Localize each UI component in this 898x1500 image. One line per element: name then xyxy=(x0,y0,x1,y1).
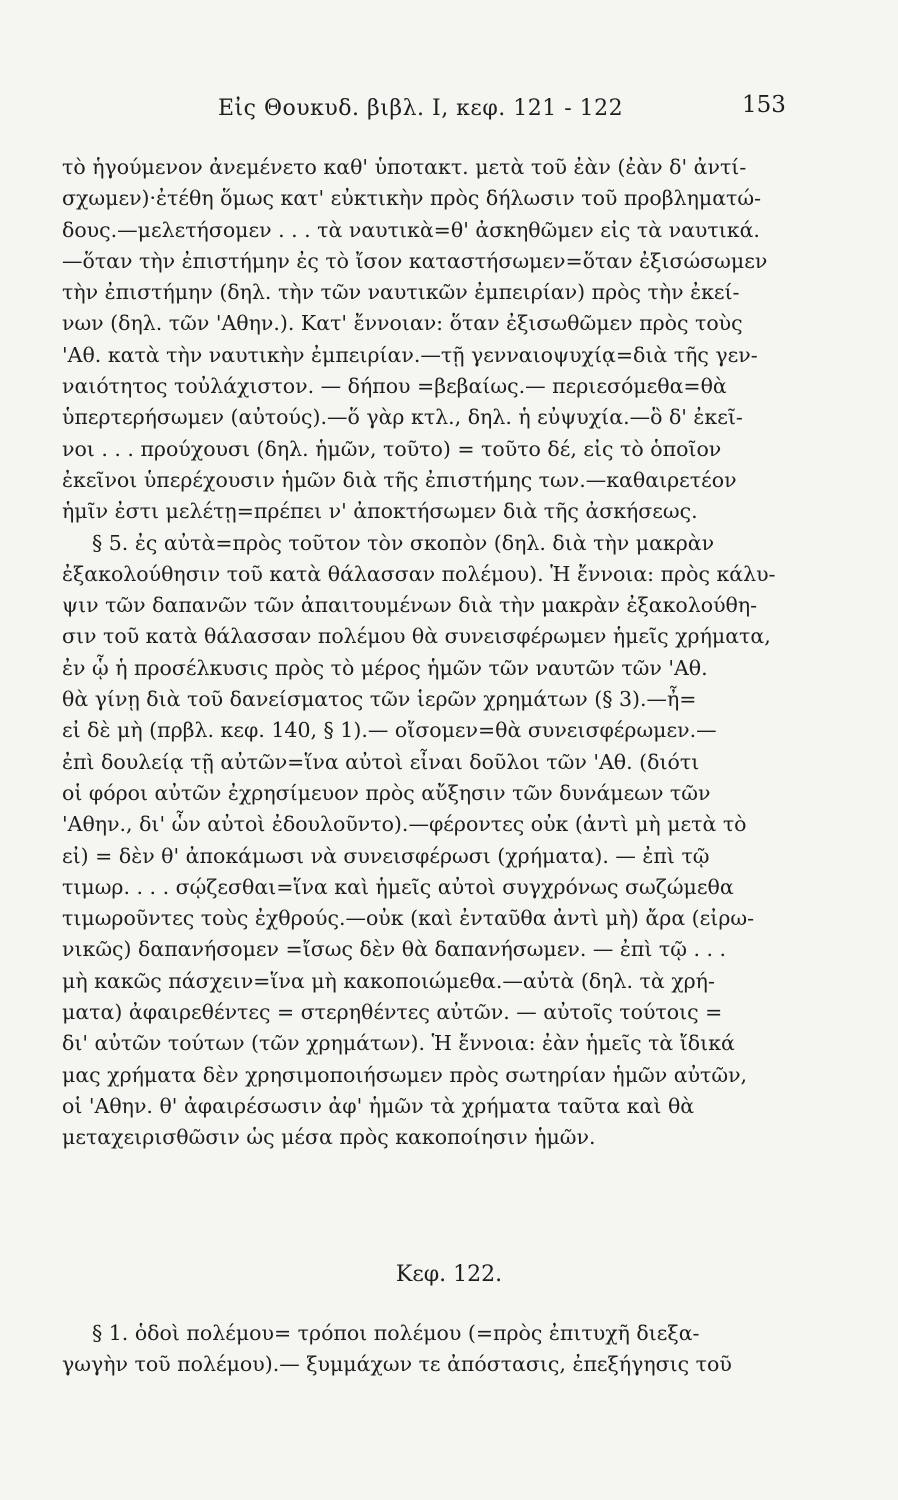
text-line: γωγὴν τοῦ πολέμου).— ξυμμάχων τε ἀπόστασις, ἐπεξήγησις τοῦ xyxy=(62,1352,732,1377)
text-line: 'Αθην., δι' ὧν αὐτοὶ ἐδουλοῦντο).—φέροντες οὐκ (ἀντὶ μὴ μετὰ τὸ xyxy=(62,812,747,837)
commentary-text xyxy=(62,152,822,1154)
page-number: 153 xyxy=(742,92,786,118)
text-line: δους.—μελετήσομεν . . . τὰ ναυτικὰ=θ' ἀσκηθῶμεν εἰς τὰ ναυτικά. xyxy=(62,217,760,242)
text-line: νοι . . . προύχουσι (δηλ. ἡμῶν, τοῦτο) = τοῦτο δέ, εἰς τὸ ὁποῖον xyxy=(62,436,722,461)
text-line: τὸ ἡγούμενον ἀνεμένετο καθ' ὑποτακτ. μετὰ τοῦ ἐὰν (ἐὰν δ' ἀντί- xyxy=(62,155,747,179)
chapter-text xyxy=(62,1318,822,1381)
text-line: τιμωρ. . . . σῴζεσθαι=ἵνα καὶ ἡμεῖς αὐτοὶ συγχρόνως σωζώμεθα xyxy=(62,874,734,899)
text-line: —ὅταν τὴν ἐπιστήμην ἐς τὸ ἴσον καταστήσωμεν=ὅταν ἐξισώσωμεν xyxy=(62,248,768,273)
chapter-heading: Κεφ. 122. xyxy=(395,1262,503,1287)
text-line: § 5. ἐς αὐτὰ=πρὸς τοῦτον τὸν σκοπὸν (δηλ. διὰ τὴν μακρὰν xyxy=(92,530,715,555)
text-line: ναιότητος τοὐλάχιστον. — δήπου =βεβαίως.— περιεσόμεθα=θὰ xyxy=(62,374,727,399)
text-line: θὰ γίνῃ διὰ τοῦ δανείσματος τῶν ἱερῶν χρημάτων (§ 3).—ἦ= xyxy=(62,687,697,712)
text-line: μὴ κακῶς πάσχειν=ἵνα μὴ κακοποιώμεθα.—αὐτὰ (δηλ. τὰ χρή- xyxy=(62,968,715,993)
text-line: οἱ 'Αθην. θ' ἀφαιρέσωσιν ἀφ' ἡμῶν τὰ χρήματα ταῦτα καὶ θὰ xyxy=(62,1093,695,1118)
text-line: 'Αθ. κατὰ τὴν ναυτικὴν ἐμπειρίαν.—τῇ γενναιοψυχίᾳ=διὰ τῆς γεν- xyxy=(62,342,758,367)
text-line: § 1. ὁδοὶ πολέμου= τρόποι πολέμου (=πρὸς ἐπιτυχῆ διεξα- xyxy=(92,1321,700,1345)
text-line: μας χρήματα δὲν χρησιμοποιήσωμεν πρὸς σωτηρίαν ἡμῶν αὐτῶν, xyxy=(62,1062,748,1087)
text-line: ὑπερτερήσωμεν (αὐτούς).—ὅ γὰρ κτλ., δηλ. ἡ εὐψυχία.—ὃ δ' ἐκεῖ- xyxy=(62,405,743,430)
text-line: οἱ φόροι αὐτῶν ἐχρησίμευον πρὸς αὔξησιν τῶν δυνάμεων τῶν xyxy=(62,780,711,805)
text-line: ἐκεῖνοι ὑπερέχουσιν ἡμῶν διὰ τῆς ἐπιστήμης των.—καθαιρετέον xyxy=(62,467,737,492)
text-line: δι' αὐτῶν τούτων (τῶν χρημάτων). Ἡ ἔννοια: ἐὰν ἡμεῖς τὰ ἴδικά xyxy=(62,1031,735,1056)
text-line: τιμωροῦντες τοὺς ἐχθρούς.—οὐκ (καὶ ἐνταῦθα ἀντὶ μὴ) ἄρα (εἰρω- xyxy=(62,906,755,931)
text-line: ἐξακολούθησιν τοῦ κατὰ θάλασσαν πολέμου). Ἡ ἔννοια: πρὸς κάλυ- xyxy=(62,561,776,586)
running-title: Εἰς Θουκυδ. βιβλ. Ι, κεφ. 121 - 122 xyxy=(218,96,624,121)
text-line: εἰ) = δὲν θ' ἀποκάμωσι νὰ συνεισφέρωσι (χρήματα). — ἐπὶ τῷ xyxy=(62,843,710,868)
text-line: μεταχειρισθῶσιν ὡς μέσα πρὸς κακοποίησιν ἡμῶν. xyxy=(62,1125,596,1150)
text-line: ματα) ἀφαιρεθέντες = στερηθέντες αὐτῶν. — αὐτοῖς τούτοις = xyxy=(62,1000,723,1025)
text-line: τὴν ἐπιστήμην (δηλ. τὴν τῶν ναυτικῶν ἐμπειρίαν) πρὸς τὴν ἐκεί- xyxy=(62,280,740,305)
text-line: ψιν τῶν δαπανῶν τῶν ἀπαιτουμένων διὰ τὴν μακρὰν ἐξακολούθη- xyxy=(62,593,758,618)
text-line: σχωμεν)·ἐτέθη ὅμως κατ' εὐκτικὴν πρὸς δήλωσιν τοῦ προβληματώ- xyxy=(62,186,762,211)
text-line: ἐν ᾧ ἡ προσέλκυσις πρὸς τὸ μέρος ἡμῶν τῶν ναυτῶν τῶν 'Αθ. xyxy=(62,655,708,680)
text-line: εἰ δὲ μὴ (πρβλ. κεφ. 140, § 1).— οἴσομεν=θὰ συνεισφέρωμεν.— xyxy=(62,718,717,743)
text-line: νικῶς) δαπανήσομεν =ἴσως δὲν θὰ δαπανήσωμεν. — ἐπὶ τῷ . . . xyxy=(62,937,727,962)
text-line: σιν τοῦ κατὰ θάλασσαν πολέμου θὰ συνεισφέρωμεν ἡμεῖς χρήματα, xyxy=(62,624,771,649)
text-line: νων (δηλ. τῶν 'Αθην.). Κατ' ἔννοιαν: ὅταν ἐξισωθῶμεν πρὸς τοὺς xyxy=(62,311,743,336)
text-line: ἐπὶ δουλείᾳ τῇ αὐτῶν=ἵνα αὐτοὶ εἶναι δοῦλοι τῶν 'Αθ. (διότι xyxy=(62,749,700,774)
text-line: ἡμῖν ἐστι μελέτῃ=πρέπει ν' ἀποκτήσωμεν διὰ τῆς ἀσκήσεως. xyxy=(62,499,698,524)
